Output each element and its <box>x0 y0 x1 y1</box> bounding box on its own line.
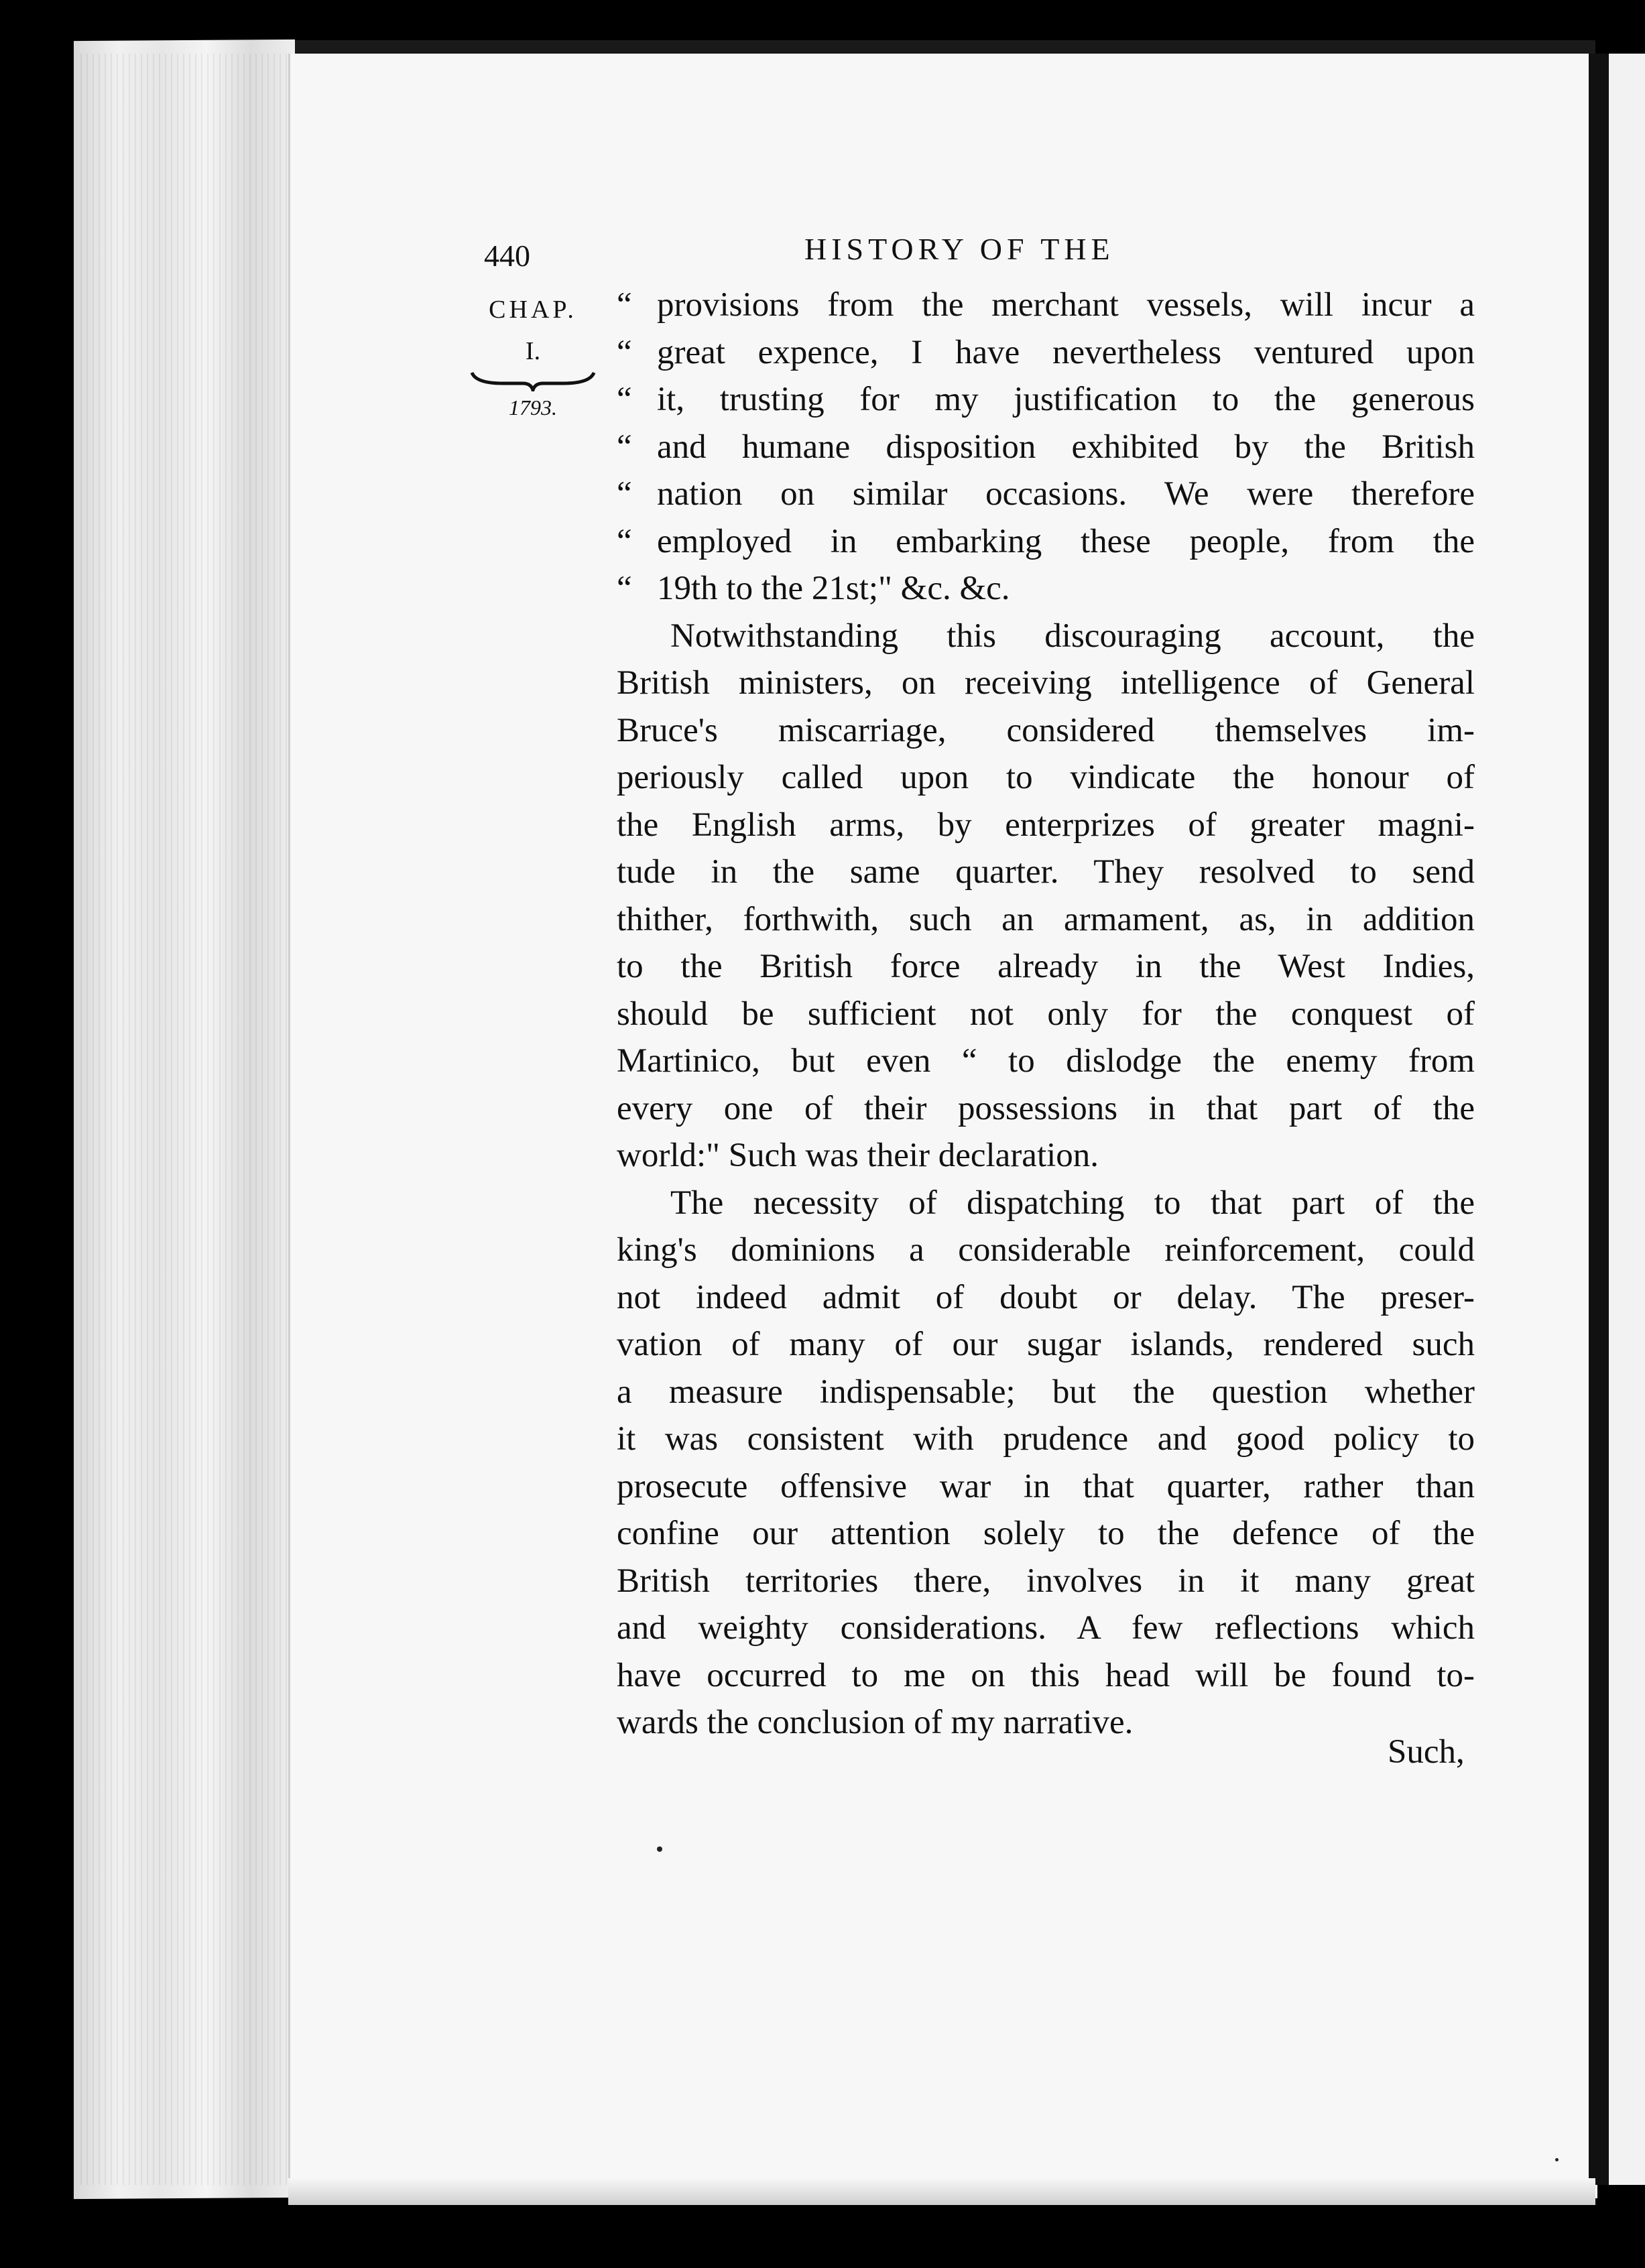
text-line: to the British force already in the West Indies, <box>617 948 1475 985</box>
text-line: the English arms, by enterprizes of greater magni- <box>617 806 1475 844</box>
body-text <box>617 281 1475 1747</box>
catchword: Such, <box>1388 1733 1465 1771</box>
gutter-shadow <box>1589 54 1609 2185</box>
quotation-block <box>617 281 1475 613</box>
text-line: confine our attention solely to the defence of the <box>617 1515 1475 1552</box>
brace-icon <box>469 369 597 391</box>
paragraph-1 <box>617 613 1475 1180</box>
page-block-lines <box>80 54 295 2185</box>
quote-line: “ provisions from the merchant vessels, will incur a <box>617 281 1475 329</box>
text-line: not indeed admit of doubt or delay. The preser- <box>617 1278 1475 1316</box>
text-line: prosecute offensive war in that quarter, rather than <box>617 1467 1475 1505</box>
paragraph-2 <box>617 1180 1475 1747</box>
page-bottom-edge <box>288 2178 1595 2205</box>
quote-line: “ and humane disposition exhibited by the British <box>617 424 1475 471</box>
text-line: have occurred to me on this head will be found to- <box>617 1656 1475 1694</box>
quote-line: “ 19th to the 21st;" &c. &c. <box>617 565 1475 613</box>
text-line: should be sufficient not only for the conquest of <box>617 995 1475 1033</box>
text-line: world:" Such was their declaration. <box>617 1137 1099 1174</box>
text-line: Martinico, but even “ to dislodge the enemy from <box>617 1042 1475 1080</box>
quote-line: “ it, trusting for my justification to the generous <box>617 376 1475 424</box>
text-line: British territories there, involves in it many great <box>617 1562 1475 1600</box>
margin-note <box>463 295 603 420</box>
text-line: The necessity of dispatching to that part of the <box>670 1184 1475 1222</box>
facing-page-edge <box>1609 54 1645 2185</box>
quote-mark: “ <box>617 475 632 513</box>
text-line: it was consistent with prudence and good policy to <box>617 1420 1475 1458</box>
quote-mark: “ <box>617 286 632 324</box>
text-line: a measure indispensable; but the question whether <box>617 1373 1475 1411</box>
text-line: tude in the same quarter. They resolved to send <box>617 853 1475 891</box>
text-line: every one of their possessions in that part of the <box>617 1089 1475 1127</box>
quote-line: “ great expence, I have nevertheless ventured upon <box>617 329 1475 377</box>
text-line: and weighty considerations. A few reflections which <box>617 1609 1475 1647</box>
text-line: periously called upon to vindicate the honour of <box>617 759 1475 796</box>
quote-mark: “ <box>617 428 632 466</box>
text-line: Bruce's miscarriage, considered themselves im- <box>617 711 1475 749</box>
quote-mark: “ <box>617 381 632 418</box>
chapter-label: CHAP. <box>489 296 577 324</box>
text-line: king's dominions a considerable reinforcement, could <box>617 1231 1475 1269</box>
quote-mark: “ <box>617 570 632 607</box>
ink-speck <box>1555 2158 1559 2161</box>
text-line: wards the conclusion of my narrative. <box>617 1704 1134 1741</box>
quote-line: “ employed in embarking these people, from the <box>617 518 1475 566</box>
chapter-number: I. <box>525 337 541 365</box>
quote-mark: “ <box>617 522 632 560</box>
quote-mark: “ <box>617 333 632 371</box>
running-head: HISTORY OF THE <box>804 232 1115 266</box>
ink-speck <box>657 1846 662 1852</box>
text-line: British ministers, on receiving intelligence of General <box>617 664 1475 702</box>
page-number: 440 <box>484 239 530 273</box>
margin-year: 1793. <box>509 395 557 420</box>
text-line: Notwithstanding this discouraging account, the <box>670 617 1475 655</box>
quote-line: “ nation on similar occasions. We were therefore <box>617 470 1475 518</box>
text-line: vation of many of our sugar islands, rendered such <box>617 1326 1475 1363</box>
text-line: thither, forthwith, such an armament, as, in addition <box>617 900 1475 938</box>
